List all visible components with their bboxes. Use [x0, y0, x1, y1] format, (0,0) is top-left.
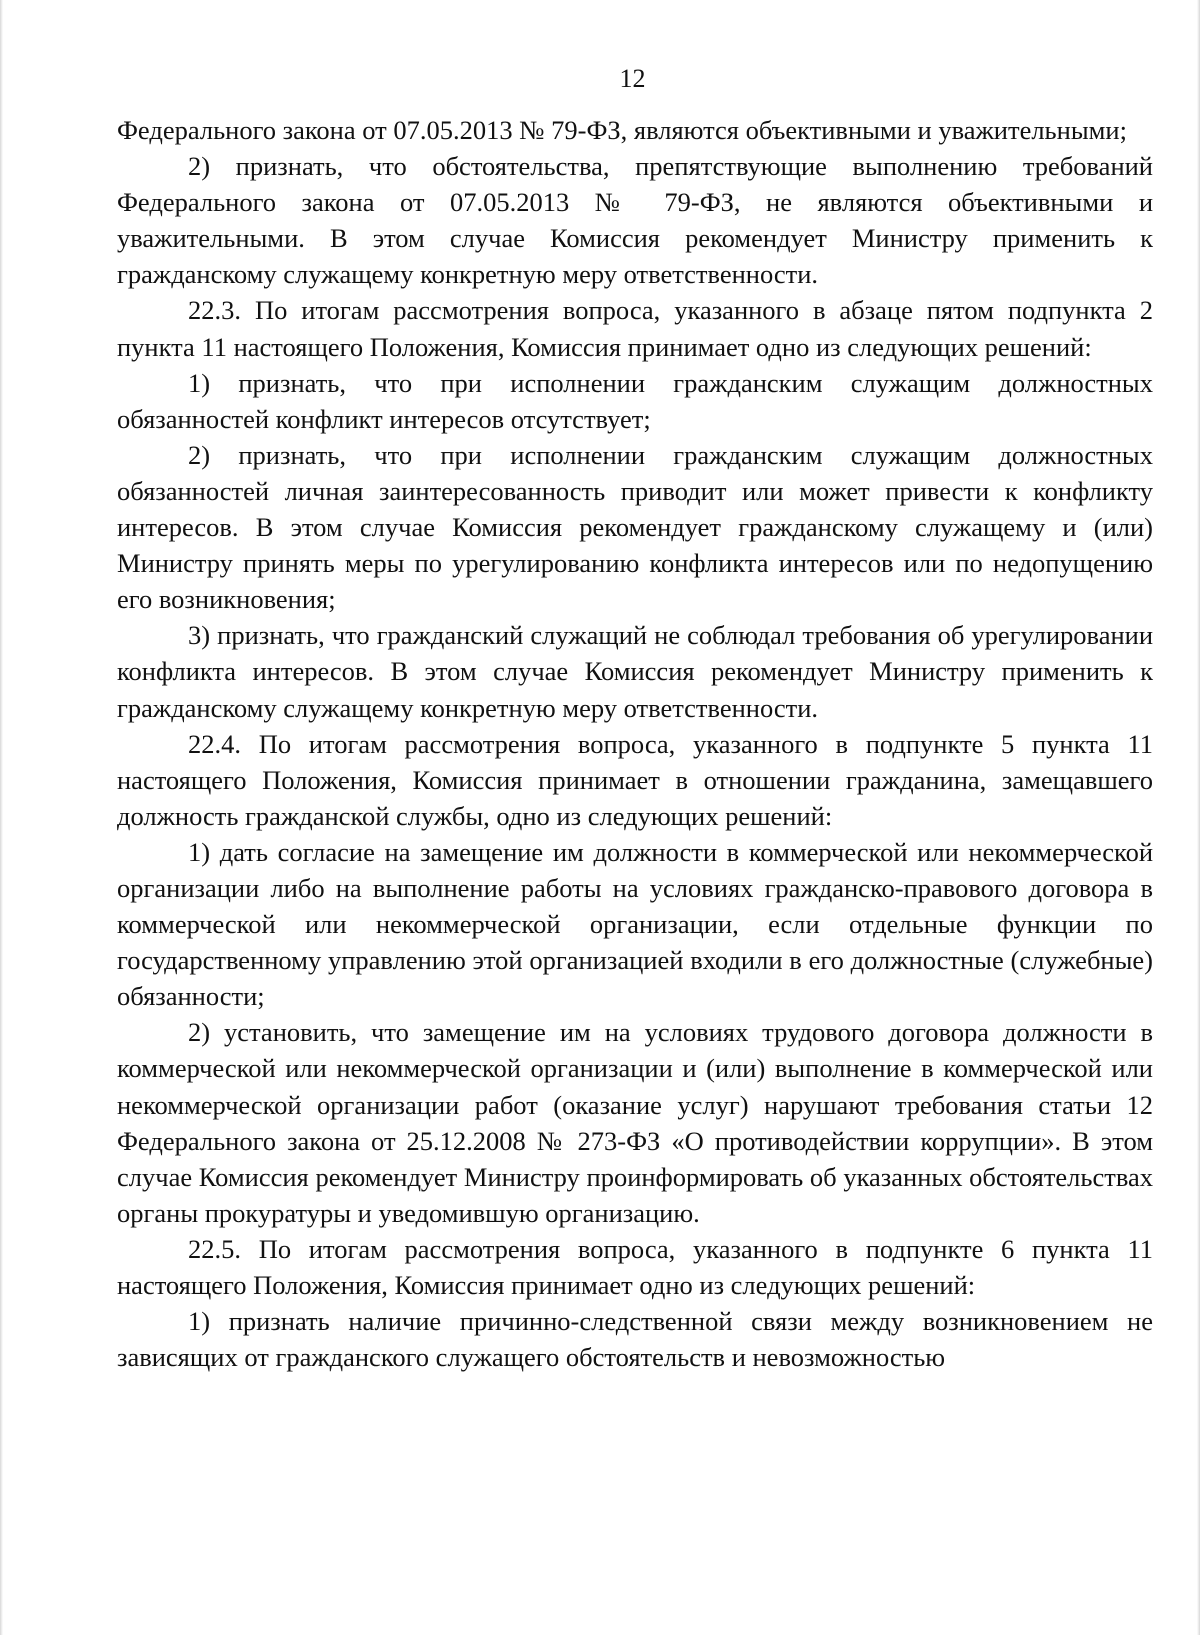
paragraph-22-3-item-2: 2) признать, что при исполнении гражданским служащим должностных обязанностей личная заинтересованность приводит или может привести к конфликту интересов. В этом случае Комиссия рекомендует гражданскому служащему и (или) Министру принять меры по урегулированию конфликта интересов или по недопущению его возникновения; — [117, 439, 1153, 615]
paragraph-22-4-item-2: 2) установить, что замещение им на условиях трудового договора должности в коммерческой или некоммерческой организации и (или) выполнение в коммерческой или некоммерческой организации работ (оказание услуг) нарушают требования статьи 12 Федерального закона от 25.12.2008 № 273-ФЗ «О противодействии коррупции». В этом случае Комиссия рекомендует Министру проинформировать об указанных обстоятельствах органы прокуратуры и уведомившую организацию. — [117, 1017, 1153, 1228]
page-number: 12 — [619, 64, 646, 93]
paragraph-22-3: 22.3. По итогам рассмотрения вопроса, указанного в абзаце пятом подпункта 2 пункта 11 настоящего Положения, Комиссия принимает одно из следующих решений: — [117, 295, 1153, 362]
paragraph-item-2-not-objective: 2) признать, что обстоятельства, препятствующие выполнению требований Федерального закона от 07.05.2013 № 79-ФЗ, не являются объективными и уважительными. В этом случае Комиссия рекомендует Министру применить к гражданскому служащему конкретную меру ответственности. — [117, 151, 1153, 290]
paragraph-22-4: 22.4. По итогам рассмотрения вопроса, указанного в подпункте 5 пункта 11 настоящего Положения, Комиссия принимает в отношении гражданина, замещавшего должность гражданской службы, одно из следующих решений: — [117, 728, 1153, 831]
paragraph-continuation: Федерального закона от 07.05.2013 № 79-ФЗ, являются объективными и уважительными; — [117, 115, 1127, 145]
paragraph-22-3-item-3: 3) признать, что гражданский служащий не соблюдал требования об урегулировании конфликта интересов. В этом случае Комиссия рекомендует Министру применить к гражданскому служащему конкретную меру ответственности. — [117, 620, 1153, 723]
paragraph-22-4-item-1: 1) дать согласие на замещение им должности в коммерческой или некоммерческой организации либо на выполнение работы на условиях гражданско-правового договора в коммерческой или некоммерческой организации, если отдельные функции по государственному управлению этой организацией входили в его должностные (служебные) обязанности; — [117, 836, 1153, 1012]
document-body — [117, 112, 1153, 1375]
paragraph-22-3-item-1: 1) признать, что при исполнении гражданским служащим должностных обязанностей конфликт интересов отсутствует; — [117, 367, 1153, 434]
scan-edge-left — [0, 0, 3, 1635]
paragraph-22-5-item-1: 1) признать наличие причинно-следственной связи между возникновением не зависящих от гражданского служащего обстоятельств и невозможностью — [117, 1306, 1153, 1373]
paragraph-22-5: 22.5. По итогам рассмотрения вопроса, указанного в подпункте 6 пункта 11 настоящего Положения, Комиссия принимает одно из следующих решений: — [117, 1233, 1153, 1300]
